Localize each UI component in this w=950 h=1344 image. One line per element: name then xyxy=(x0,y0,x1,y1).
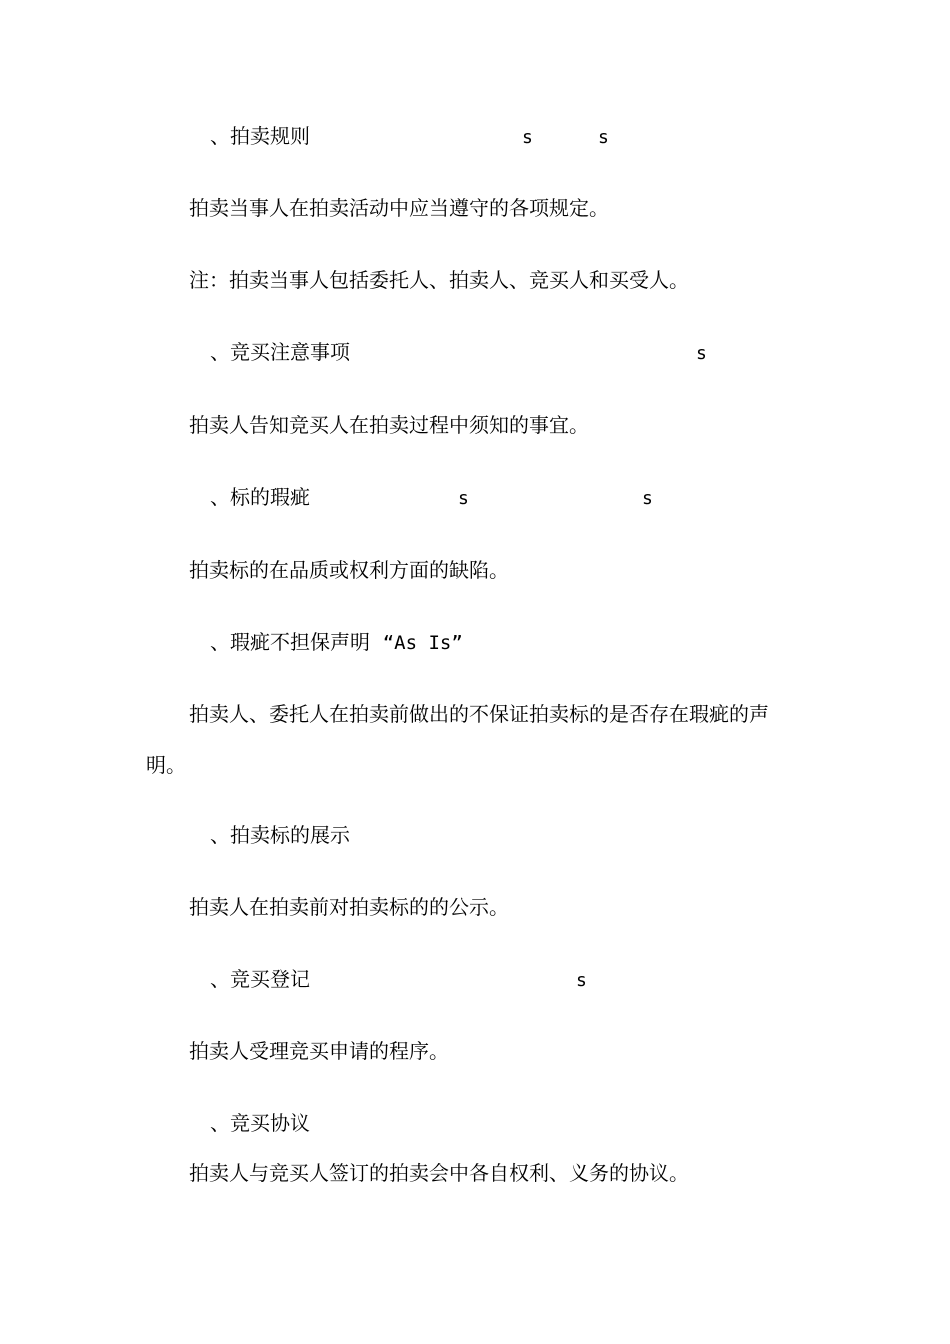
term-definition: 拍卖人、委托人在拍卖前做出的不保证拍卖标的是否存在瑕疵的声 xyxy=(189,702,769,726)
term-heading-auction-rules: 、拍卖规则 xyxy=(210,124,310,148)
term-code: s xyxy=(696,343,707,364)
term-heading-lot-display: 、拍卖标的展示 xyxy=(210,823,350,847)
term-code: s xyxy=(522,127,533,148)
term-definition: 拍卖人告知竞买人在拍卖过程中须知的事宜。 xyxy=(189,413,589,437)
term-code: s xyxy=(598,127,609,148)
term-note: 注：拍卖当事人包括委托人、拍卖人、竞买人和买受人。 xyxy=(189,268,689,292)
term-heading-lot-defect: 、标的瑕疵 xyxy=(210,485,310,509)
term-heading-as-is xyxy=(210,628,463,657)
term-code: s xyxy=(642,488,653,509)
term-definition: 拍卖人与竞买人签订的拍卖会中各自权利、义务的协议。 xyxy=(189,1161,689,1185)
term-heading-bidding-notice: 、竞买注意事项 xyxy=(210,340,350,364)
term-definition: 拍卖当事人在拍卖活动中应当遵守的各项规定。 xyxy=(189,196,609,220)
term-english: “As Is” xyxy=(382,632,463,654)
term-heading-bidding-agreement: 、竞买协议 xyxy=(210,1111,310,1135)
term-heading-text: 、瑕疵不担保声明 xyxy=(210,630,370,654)
term-definition: 拍卖人受理竞买申请的程序。 xyxy=(189,1039,449,1063)
term-definition-continuation: 明。 xyxy=(146,753,186,777)
term-definition: 拍卖人在拍卖前对拍卖标的的公示。 xyxy=(189,895,509,919)
term-code: s xyxy=(576,970,587,991)
term-definition: 拍卖标的在品质或权利方面的缺陷。 xyxy=(189,558,509,582)
term-code: s xyxy=(458,488,469,509)
term-heading-bidder-registration: 、竞买登记 xyxy=(210,967,310,991)
